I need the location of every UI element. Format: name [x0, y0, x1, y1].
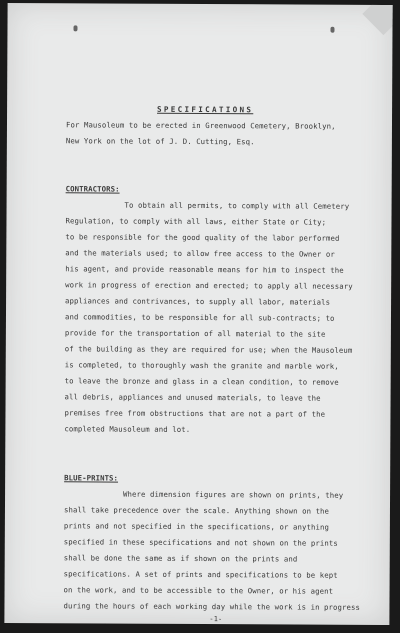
blue-prints-line: specifications. A set of prints and specifications to be kept [63, 569, 338, 580]
document-body [16, 3, 387, 625]
contractors-line: To obtain all permits, to comply with all Cemetery [124, 200, 350, 211]
contractors-line: and the materials used; to allow free access to the Owner or [65, 248, 335, 259]
contractors-line: completed Mausoleum and lot. [64, 424, 191, 434]
blue-prints-line: during the hours of each working day while the work is in progress [63, 601, 361, 612]
blue-prints-line: on the work, and to be accessible to the Owner, or his agent [63, 585, 334, 596]
section-heading-contractors: CONTRACTORS: [65, 184, 120, 194]
contractors-line: to leave the bronze and glass in a clean condition, to remove [64, 376, 339, 387]
subtitle-line-1: For Mausoleum to be erected in Greenwood Cemetery, Brooklyn, [65, 120, 336, 131]
blue-prints-line: shall take precedence over the scale. Anything shown on the [63, 505, 330, 516]
contractors-line: provide for the transportation of all material to the site [64, 328, 326, 339]
contractors-line: work in progress of erection and erected; to apply all necessary [65, 280, 353, 291]
contractors-line: all debris, appliances and unused materials, to leave the [64, 392, 321, 403]
contractors-line: and commodities, to be responsible for all sub-contracts; to [64, 312, 335, 323]
contractors-line: premises free from obstructions that are not a part of the [64, 408, 326, 419]
blue-prints-line: shall be done the same as if shown on the prints and [63, 553, 298, 564]
page-number: -1- [209, 615, 223, 624]
contractors-line: his agent, and provide reasonable means for him to inspect the [65, 264, 344, 275]
document-title: SPECIFICATIONS [157, 104, 254, 115]
contractors-line: appliances and contrivances, to supply all labor, materials [65, 296, 331, 307]
blue-prints-line: Where dimension figures are shown on prints, they [123, 489, 344, 500]
section-heading-blue-prints: BLUE-PRINTS: [64, 473, 119, 483]
blue-prints-line: specified in these specifications and not shown on the prints [63, 537, 338, 548]
contractors-line: is completed, to thoroughly wash the granite and marble work, [64, 360, 339, 371]
contractors-line: of the building as they are required for use; when the Mausoleum [64, 344, 353, 355]
contractors-line: to be responsible for the good quality of the labor performed [65, 232, 340, 243]
document-page [4, 3, 392, 625]
contractors-line: Regulation, to comply with all laws, either State or City; [65, 216, 327, 227]
subtitle-line-2: New York on the lot of J. D. Cutting, Esq. [65, 136, 255, 147]
blue-prints-line: prints and not specified in the specifications, or anything [63, 521, 330, 532]
